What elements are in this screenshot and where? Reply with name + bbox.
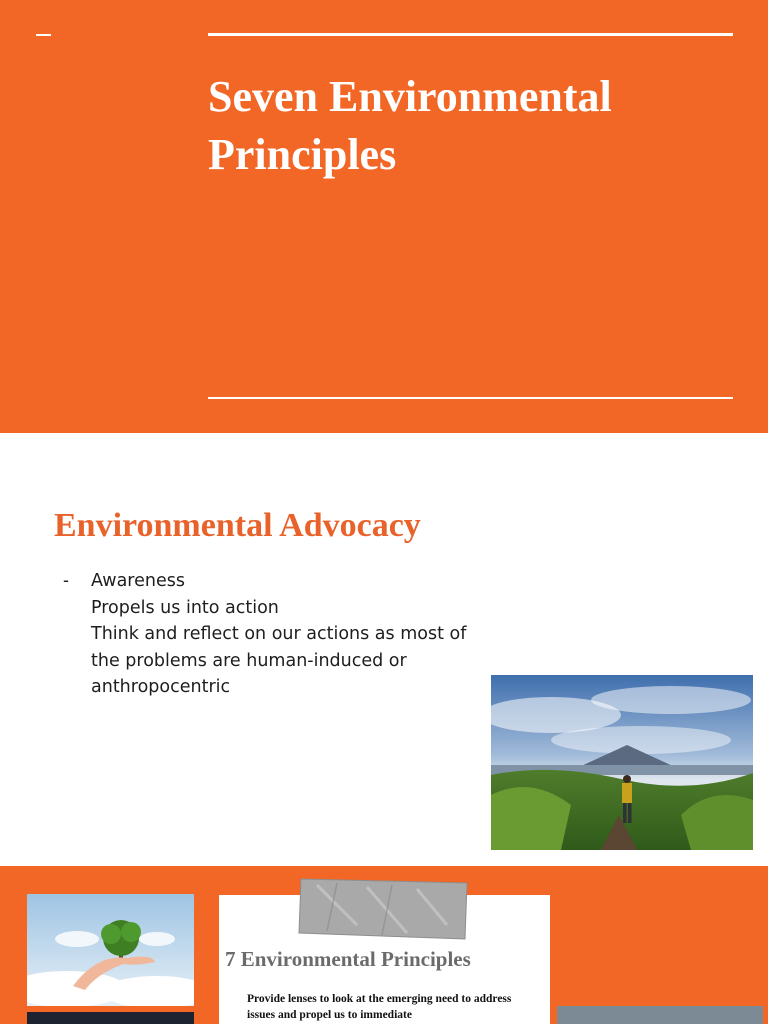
title-bottom-rule xyxy=(208,397,733,399)
title-line-2: Principles xyxy=(208,130,397,179)
tape-graphic xyxy=(297,875,471,943)
corner-photo xyxy=(557,1006,763,1024)
bullet-line-action: Propels us into action xyxy=(91,597,279,618)
title-line-1: Seven Environmental xyxy=(208,72,612,121)
bullet-line-reflect: Think and reflect on our actions as most of the problems are human-induced or anthropocentric xyxy=(91,624,467,697)
slide-title xyxy=(208,68,728,184)
principles-card-text: Provide lenses to look at the emerging need to address issues and propel us to immediate xyxy=(247,993,512,1021)
bullet-line-awareness: Awareness xyxy=(91,571,185,591)
title-top-rule xyxy=(208,33,733,36)
title-slide xyxy=(0,0,768,433)
bullet-marker: - xyxy=(63,570,69,590)
bullet-list xyxy=(91,568,471,701)
hiker-volcano-photo xyxy=(491,675,753,850)
principles-card-title: 7 Environmental Principles xyxy=(225,947,471,971)
dark-image-strip xyxy=(27,1012,194,1024)
advocacy-heading: Environmental Advocacy xyxy=(54,507,421,544)
principles-slide xyxy=(0,866,768,1024)
slide-dash-marker xyxy=(36,34,51,36)
advocacy-slide xyxy=(0,433,768,866)
tree-in-hand-image xyxy=(27,894,194,1006)
